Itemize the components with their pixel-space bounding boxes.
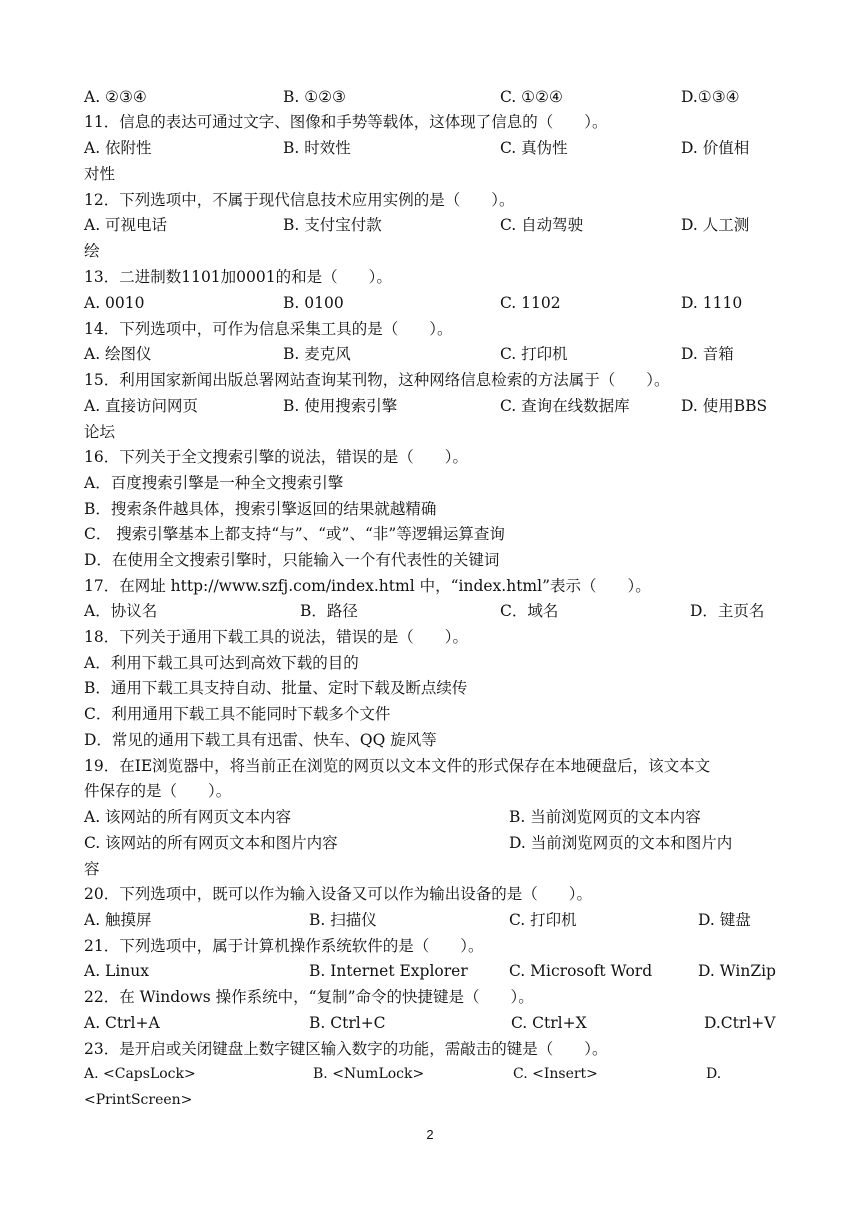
option-c: C. <Insert>	[513, 1066, 598, 1082]
option-b: B. 支付宝付款	[283, 216, 382, 234]
question-19-stem-continued: 件保存的是（ ）。	[84, 782, 232, 800]
option-b: B. 麦克风	[283, 345, 351, 363]
option-b: B. ①②③	[283, 88, 346, 106]
option-d: D.①③④	[681, 88, 740, 106]
question-23-stem: 23．是开启或关闭键盘上数字键区输入数字的功能，需敲击的键是（ ）。	[84, 1040, 608, 1058]
option-c: C. 查询在线数据库	[500, 397, 630, 415]
option-a: A. Linux	[84, 962, 150, 980]
option-d: D. 使用BBS	[681, 397, 768, 415]
question-19-stem: 19．在IE浏览器中，将当前正在浏览的网页以文本文件的形式保存在本地硬盘后，该文本文	[84, 757, 711, 775]
option-b: B. 当前浏览网页的文本内容	[509, 808, 701, 826]
option-d: D. 音箱	[681, 345, 734, 363]
option-d: D. 人工测	[681, 216, 750, 234]
page-number: 2	[426, 1127, 434, 1142]
option-c: C. 打印机	[500, 345, 568, 363]
option-c: C．域名	[500, 602, 559, 620]
option-c: C. 该网站的所有网页文本和图片内容	[84, 834, 338, 852]
option-a: A．百度搜索引擎是一种全文搜索引擎	[84, 474, 344, 492]
option-a: A. Ctrl+A	[84, 1014, 160, 1032]
option-a: A. 依附性	[84, 139, 152, 157]
option-b: B. Internet Explorer	[309, 962, 468, 980]
option-a: A. 该网站的所有网页文本内容	[84, 808, 292, 826]
option-b: B. 时效性	[283, 139, 351, 157]
question-16-stem: 16．下列关于全文搜索引擎的说法，错误的是（ ）。	[84, 448, 468, 466]
option-c: C. 真伪性	[500, 139, 568, 157]
option-wrap: 论坛	[84, 423, 116, 441]
option-d: D.Ctrl+V	[704, 1014, 776, 1032]
option-d: D.	[706, 1066, 722, 1082]
question-15-stem: 15．利用国家新闻出版总署网站查询某刊物，这种网络信息检索的方法属于（ ）。	[84, 371, 670, 389]
question-14-stem: 14．下列选项中，可作为信息采集工具的是（ ）。	[84, 320, 453, 338]
option-d: D．主页名	[690, 602, 765, 620]
option-b: B. Ctrl+C	[309, 1014, 386, 1032]
option-a: A. <CapsLock>	[84, 1066, 196, 1082]
option-d: D. WinZip	[698, 962, 776, 980]
option-d: D. 1110	[681, 294, 743, 312]
option-b: B．搜索条件越具体，搜索引擎返回的结果就越精确	[84, 500, 437, 518]
option-wrap: 绘	[84, 242, 100, 260]
question-20-stem: 20．下列选项中，既可以作为输入设备又可以作为输出设备的是（ ）。	[84, 885, 592, 903]
option-a: A. 绘图仪	[84, 345, 152, 363]
option-b: B．通用下载工具支持自动、批量、定时下载及断点续传	[84, 679, 468, 697]
option-d: D．常见的通用下载工具有迅雷、快车、QQ 旋风等	[84, 731, 437, 749]
option-b: B. 0100	[283, 294, 344, 312]
option-d: D. 当前浏览网页的文本和图片内	[509, 834, 733, 852]
option-c: C. Ctrl+X	[511, 1014, 587, 1032]
question-21-stem: 21．下列选项中，属于计算机操作系统软件的是（ ）。	[84, 937, 484, 955]
option-d: D．在使用全文搜索引擎时，只能输入一个有代表性的关键词	[84, 551, 500, 569]
option-c: C. ①②④	[500, 88, 563, 106]
option-a: A．利用下载工具可达到高效下载的目的	[84, 654, 359, 672]
option-b: B. 扫描仪	[309, 911, 377, 929]
option-a: A. ②③④	[84, 88, 147, 106]
option-c: C. 1102	[500, 294, 561, 312]
option-d: D. 价值相	[681, 139, 750, 157]
option-a: A. 直接访问网页	[84, 397, 199, 415]
option-b: B. 使用搜索引擎	[283, 397, 398, 415]
option-wrap: 容	[84, 860, 100, 878]
question-11-stem: 11．信息的表达可通过文字、图像和手势等载体，这体现了信息的（ ）。	[84, 113, 608, 131]
option-c: C． 搜索引擎基本上都支持“与”、“或”、“非”等逻辑运算查询	[84, 525, 505, 543]
question-17-stem: 17．在网址 http://www.szfj.com/index.html 中，“index.html”表示（ ）。	[84, 577, 651, 595]
option-wrap: <PrintScreen>	[84, 1092, 193, 1108]
question-12-stem: 12．下列选项中，不属于现代信息技术应用实例的是（ ）。	[84, 191, 515, 209]
option-wrap: 对性	[84, 165, 116, 183]
option-c: C. 打印机	[509, 911, 577, 929]
option-a: A．协议名	[84, 602, 158, 620]
option-c: C. 自动驾驶	[500, 216, 584, 234]
question-18-stem: 18．下列关于通用下载工具的说法，错误的是（ ）。	[84, 628, 468, 646]
option-d: D. 键盘	[698, 911, 751, 929]
option-c: C．利用通用下载工具不能同时下载多个文件	[84, 705, 391, 723]
option-a: A. 可视电话	[84, 216, 168, 234]
question-13-stem: 13．二进制数1101加0001的和是（ ）。	[84, 268, 392, 286]
option-c: C. Microsoft Word	[509, 962, 653, 980]
option-b: B．路径	[300, 602, 358, 620]
option-a: A. 触摸屏	[84, 911, 152, 929]
option-a: A. 0010	[84, 294, 145, 312]
option-b: B. <NumLock>	[313, 1066, 425, 1082]
question-22-stem: 22．在 Windows 操作系统中，“复制”命令的快捷键是（ ）。	[84, 988, 534, 1006]
